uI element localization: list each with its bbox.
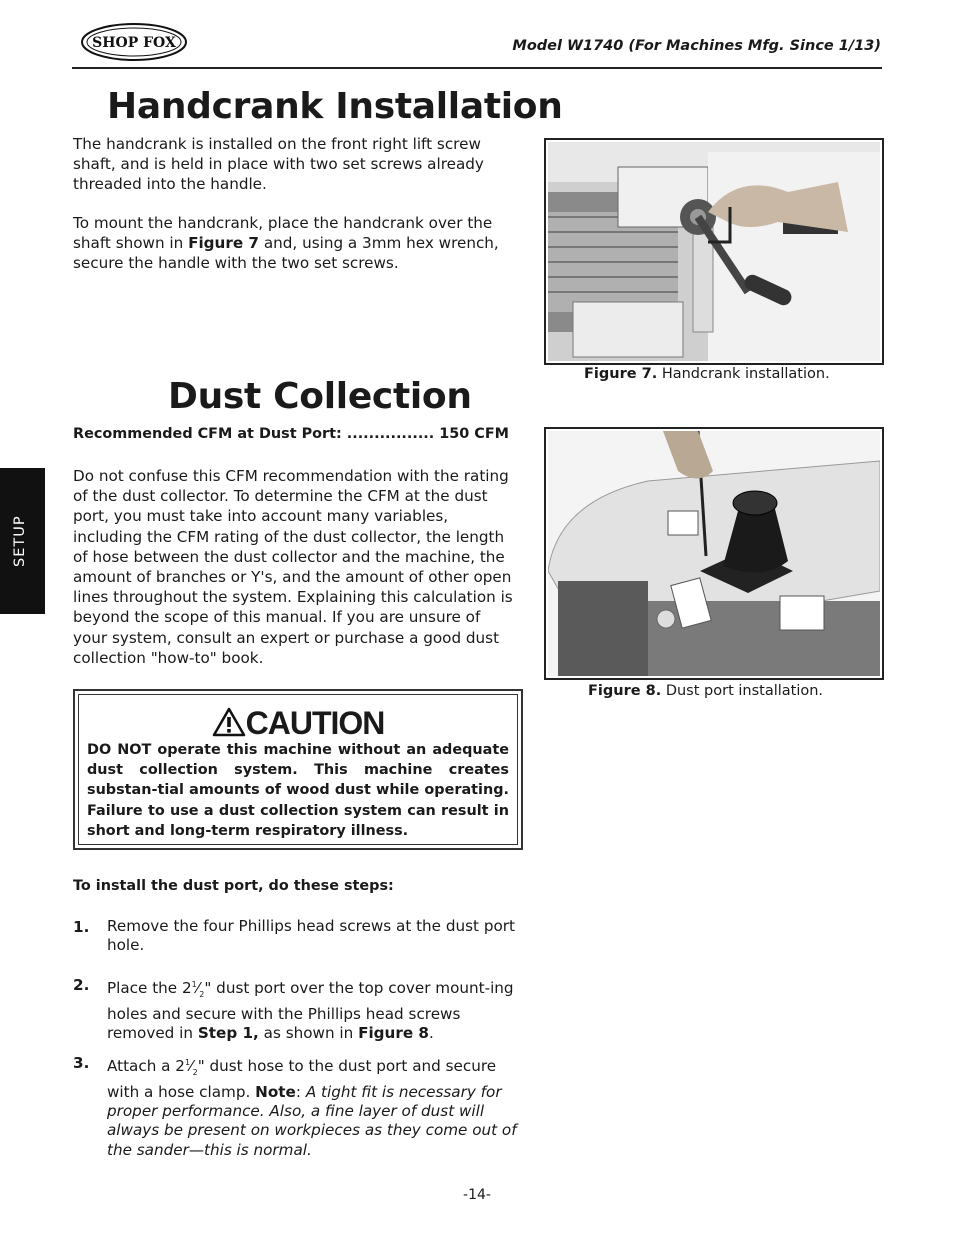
setup-side-tab — [0, 468, 45, 614]
figure7-ref[interactable]: Figure 7 — [188, 234, 260, 253]
logo-text: SHOP FOX — [92, 35, 176, 51]
step-1-text: Remove the four Phillips head screws at the dust port hole. — [107, 917, 515, 955]
model-header: Model W1740 (For Machines Mfg. Since 1/13) — [512, 38, 881, 54]
step-1-ref[interactable]: Step 1, — [197, 1023, 259, 1042]
caution-text: DO NOT operate this machine without an adequate dust collection system. This machine creates substan-tial amounts of wood dust while operating. Failure to use a dust collection system can result in short and long-term respiratory illness. — [87, 742, 509, 839]
handcrank-para-2: To mount the handcrank, place the handcrank over the shaft shown in Figure 7 and, using a 3mm hex wrench, secure the handle with the two set screws. — [73, 214, 499, 273]
figure-7-caption: Figure 7. Handcrank installation. — [584, 366, 830, 382]
caution-box — [73, 689, 523, 850]
side-tab-label: SETUP — [12, 515, 28, 567]
step-2-number: 2. — [73, 976, 90, 994]
page-number: -14- — [463, 1187, 491, 1203]
warning-triangle-icon — [212, 707, 246, 737]
figure-8-image — [544, 427, 884, 680]
cfm-recommendation: Recommended CFM at Dust Port: ................ 150 CFM — [73, 426, 510, 442]
steps-intro: To install the dust port, do these steps: — [73, 878, 394, 894]
figure-7-image — [544, 138, 884, 365]
handcrank-title: Handcrank Installation — [107, 86, 563, 127]
shop-fox-logo — [80, 22, 188, 62]
dust-collection-title: Dust Collection — [168, 376, 472, 417]
figure-8-caption: Figure 8. Dust port installation. — [588, 683, 824, 699]
step-3-number: 3. — [73, 1054, 90, 1072]
step-3-text: Attach a $2^1⁄_2$" dust hose to the dust port and secure with a hose clamp. Note: A tight fit is necessary for proper performance. Also, a fine layer of dust will always be present on workpieces as they come out of the sander—this is normal. — [107, 1057, 517, 1159]
step-2-text: Place the $2^1⁄_2$" dust port over the top cover mount-ing holes and secure with the Phillips head screws removed in Step 1, as shown in Figure 8. — [107, 979, 514, 1042]
figure8-ref[interactable]: Figure 8 — [358, 1023, 430, 1042]
handcrank-para-1: The handcrank is installed on the front right lift screw shaft, and is held in place with two set screws already threaded into the handle. — [73, 135, 484, 194]
caution-title: CAUTION — [79, 705, 517, 742]
header-rule — [72, 67, 882, 69]
dust-collection-para: Do not confuse this CFM recommendation with the rating of the dust collector. To determine the CFM at the dust port, you must take into account many variables, including the CFM rating of the dust collector, the length of hose between the dust collector and the machine, the amount of branches or Y's, and the amount of other open lines throughout the system. Explaining this calculation is beyond the scope of this manual. If you are unsure of your system, consult an expert or purchase a good dust collection "how-to" book. — [73, 467, 513, 667]
step-1-number: 1. — [73, 918, 90, 936]
